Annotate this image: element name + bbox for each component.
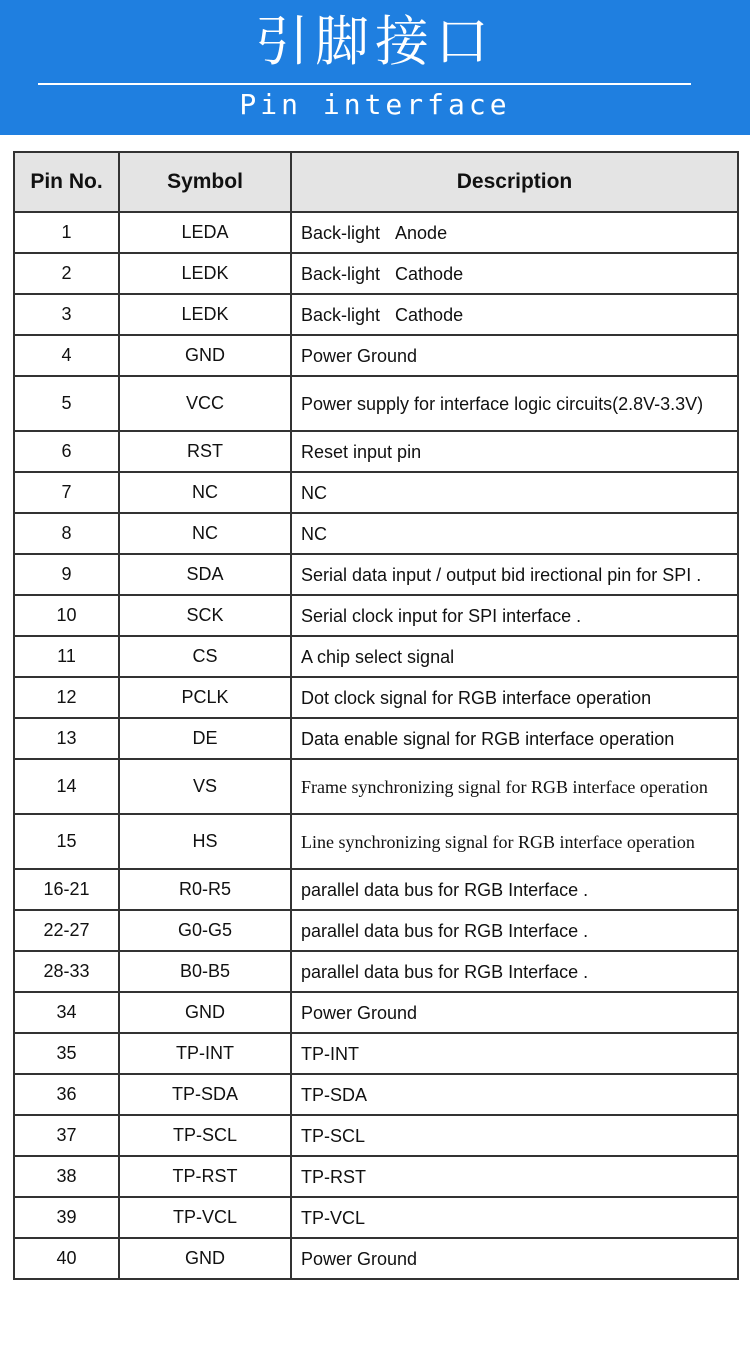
page-title-chinese: 引脚接口 bbox=[255, 10, 495, 73]
description-cell: Power Ground bbox=[291, 1238, 738, 1279]
table-row bbox=[14, 212, 738, 253]
description-cell: Back-light Cathode bbox=[291, 294, 738, 335]
symbol-cell: CS bbox=[119, 636, 291, 677]
table-row bbox=[14, 814, 738, 869]
symbol-cell: NC bbox=[119, 513, 291, 554]
symbol-cell: SCK bbox=[119, 595, 291, 636]
column-header-description: Description bbox=[291, 152, 738, 212]
table-row bbox=[14, 253, 738, 294]
table-row bbox=[14, 869, 738, 910]
pin-number-cell: 16-21 bbox=[14, 869, 119, 910]
description-cell: NC bbox=[291, 513, 738, 554]
description-cell: Back-light Anode bbox=[291, 212, 738, 253]
table-row bbox=[14, 554, 738, 595]
symbol-cell: G0-G5 bbox=[119, 910, 291, 951]
description-cell: Serial clock input for SPI interface . bbox=[291, 595, 738, 636]
description-cell: Reset input pin bbox=[291, 431, 738, 472]
table-row bbox=[14, 1115, 738, 1156]
pin-number-cell: 40 bbox=[14, 1238, 119, 1279]
pin-number-cell: 1 bbox=[14, 212, 119, 253]
table-row bbox=[14, 677, 738, 718]
description-cell: parallel data bus for RGB Interface . bbox=[291, 910, 738, 951]
pin-number-cell: 9 bbox=[14, 554, 119, 595]
pin-number-cell: 38 bbox=[14, 1156, 119, 1197]
description-cell: TP-RST bbox=[291, 1156, 738, 1197]
table-row bbox=[14, 431, 738, 472]
symbol-cell: SDA bbox=[119, 554, 291, 595]
symbol-cell: NC bbox=[119, 472, 291, 513]
pin-number-cell: 35 bbox=[14, 1033, 119, 1074]
description-cell: Dot clock signal for RGB interface operation bbox=[291, 677, 738, 718]
column-header-pin: Pin No. bbox=[14, 152, 119, 212]
table-body bbox=[14, 212, 738, 1279]
table-row bbox=[14, 910, 738, 951]
symbol-cell: TP-RST bbox=[119, 1156, 291, 1197]
description-cell: Power Ground bbox=[291, 992, 738, 1033]
symbol-cell: TP-VCL bbox=[119, 1197, 291, 1238]
table-row bbox=[14, 595, 738, 636]
symbol-cell: TP-SCL bbox=[119, 1115, 291, 1156]
table-row bbox=[14, 1074, 738, 1115]
header-banner bbox=[0, 0, 750, 135]
pin-number-cell: 6 bbox=[14, 431, 119, 472]
table-row bbox=[14, 1156, 738, 1197]
pin-number-cell: 34 bbox=[14, 992, 119, 1033]
table-row bbox=[14, 513, 738, 554]
description-cell: Serial data input / output bid irectional pin for SPI . bbox=[291, 554, 738, 595]
pin-table bbox=[13, 151, 739, 1280]
description-cell: Power Ground bbox=[291, 335, 738, 376]
pin-number-cell: 14 bbox=[14, 759, 119, 814]
symbol-cell: TP-INT bbox=[119, 1033, 291, 1074]
description-cell: NC bbox=[291, 472, 738, 513]
description-cell: A chip select signal bbox=[291, 636, 738, 677]
table-row bbox=[14, 1197, 738, 1238]
pin-number-cell: 37 bbox=[14, 1115, 119, 1156]
description-cell: Power supply for interface logic circuits(2.8V-3.3V) bbox=[291, 376, 738, 431]
description-cell: TP-SCL bbox=[291, 1115, 738, 1156]
table-row bbox=[14, 376, 738, 431]
symbol-cell: VCC bbox=[119, 376, 291, 431]
table-row bbox=[14, 294, 738, 335]
table-row bbox=[14, 992, 738, 1033]
title-divider bbox=[38, 83, 691, 85]
table-row bbox=[14, 1238, 738, 1279]
description-cell: Line synchronizing signal for RGB interface operation bbox=[291, 814, 738, 869]
pin-number-cell: 39 bbox=[14, 1197, 119, 1238]
description-cell: parallel data bus for RGB Interface . bbox=[291, 951, 738, 992]
table-row bbox=[14, 636, 738, 677]
description-cell: TP-SDA bbox=[291, 1074, 738, 1115]
pin-number-cell: 8 bbox=[14, 513, 119, 554]
symbol-cell: LEDK bbox=[119, 294, 291, 335]
description-cell: Back-light Cathode bbox=[291, 253, 738, 294]
symbol-cell: TP-SDA bbox=[119, 1074, 291, 1115]
symbol-cell: DE bbox=[119, 718, 291, 759]
pin-number-cell: 22-27 bbox=[14, 910, 119, 951]
column-header-symbol: Symbol bbox=[119, 152, 291, 212]
symbol-cell: GND bbox=[119, 992, 291, 1033]
table-row bbox=[14, 472, 738, 513]
table-row bbox=[14, 951, 738, 992]
description-cell: parallel data bus for RGB Interface . bbox=[291, 869, 738, 910]
pin-number-cell: 10 bbox=[14, 595, 119, 636]
description-cell: TP-INT bbox=[291, 1033, 738, 1074]
pin-number-cell: 36 bbox=[14, 1074, 119, 1115]
pin-number-cell: 28-33 bbox=[14, 951, 119, 992]
pin-number-cell: 2 bbox=[14, 253, 119, 294]
symbol-cell: PCLK bbox=[119, 677, 291, 718]
symbol-cell: RST bbox=[119, 431, 291, 472]
pin-number-cell: 13 bbox=[14, 718, 119, 759]
table-row bbox=[14, 759, 738, 814]
pin-number-cell: 5 bbox=[14, 376, 119, 431]
table-row bbox=[14, 335, 738, 376]
description-cell: TP-VCL bbox=[291, 1197, 738, 1238]
table-row bbox=[14, 718, 738, 759]
symbol-cell: GND bbox=[119, 335, 291, 376]
symbol-cell: B0-B5 bbox=[119, 951, 291, 992]
pin-number-cell: 4 bbox=[14, 335, 119, 376]
pin-number-cell: 7 bbox=[14, 472, 119, 513]
pin-number-cell: 15 bbox=[14, 814, 119, 869]
symbol-cell: GND bbox=[119, 1238, 291, 1279]
pin-number-cell: 11 bbox=[14, 636, 119, 677]
table-header-row bbox=[14, 152, 738, 212]
page-title-english: Pin interface bbox=[239, 88, 511, 121]
pin-number-cell: 3 bbox=[14, 294, 119, 335]
symbol-cell: R0-R5 bbox=[119, 869, 291, 910]
symbol-cell: LEDA bbox=[119, 212, 291, 253]
description-cell: Frame synchronizing signal for RGB interface operation bbox=[291, 759, 738, 814]
symbol-cell: VS bbox=[119, 759, 291, 814]
symbol-cell: HS bbox=[119, 814, 291, 869]
pin-number-cell: 12 bbox=[14, 677, 119, 718]
symbol-cell: LEDK bbox=[119, 253, 291, 294]
description-cell: Data enable signal for RGB interface operation bbox=[291, 718, 738, 759]
table-row bbox=[14, 1033, 738, 1074]
